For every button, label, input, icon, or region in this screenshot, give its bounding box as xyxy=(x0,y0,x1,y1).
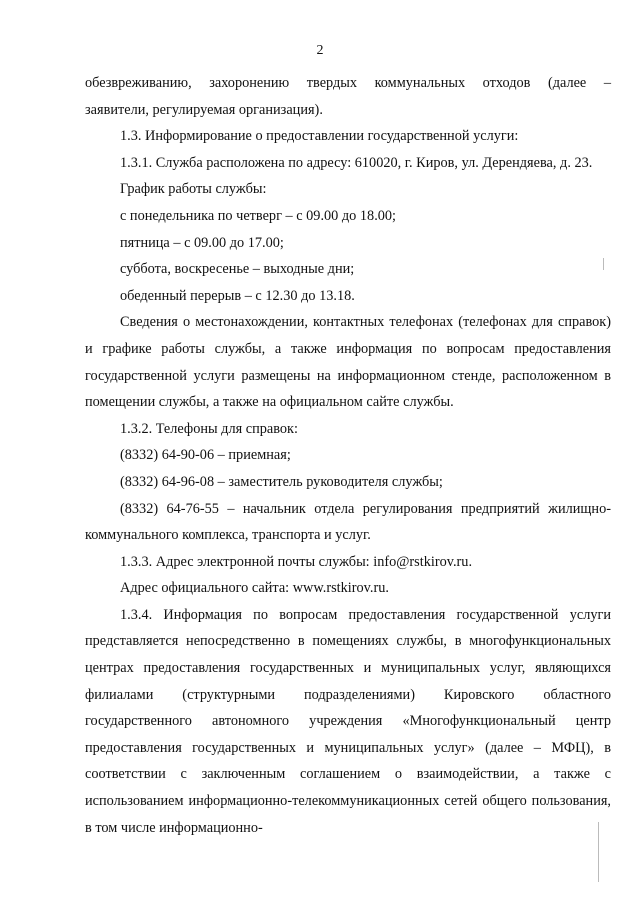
paragraph: (8332) 64-96-08 – заместитель руководителя службы; xyxy=(120,473,443,490)
paragraph: суббота, воскресенье – выходные дни; xyxy=(120,261,355,278)
scan-artifact xyxy=(603,258,604,270)
paragraph: обезвреживанию, захоронению твердых коммунальных отходов (далее – xyxy=(85,75,611,91)
paragraph: пятница – с 09.00 до 17.00; xyxy=(120,234,284,251)
paragraph: Сведения о местонахождении, контактных телефонах (телефонах для справок) и графике работы службы, а также информация по вопросам предоставления государственной услуги размещены на информационном стенде, расположенном в помещении службы, а также на официальном сайте службы. xyxy=(85,314,611,411)
paragraph: Адрес официального сайта: www.rstkirov.ru. xyxy=(120,580,389,597)
paragraph: График работы службы: xyxy=(120,181,267,198)
paragraph: 1.3.2. Телефоны для справок: xyxy=(120,420,298,437)
paragraph: (8332) 64-76-55 – начальник отдела регулирования предприятий жилищно-коммунального комплекса, транспорта и услуг. xyxy=(85,500,611,544)
paragraph: (8332) 64-90-06 – приемная; xyxy=(120,447,291,464)
paragraph: 1.3.3. Адрес электронной почты службы: info@rstkirov.ru. xyxy=(120,553,473,570)
scan-artifact xyxy=(598,822,599,882)
paragraph: обеденный перерыв – с 12.30 до 13.18. xyxy=(120,287,355,304)
paragraph: заявители, регулируемая организация). xyxy=(85,101,323,118)
page-number: 2 xyxy=(316,43,324,58)
paragraph: 1.3. Информирование о предоставлении государственной услуги: xyxy=(120,128,519,145)
document-body xyxy=(85,70,611,841)
paragraph: 1.3.4. Информация по вопросам предоставления государственной услуги представляется непосредственно в помещениях службы, в многофункциональных центрах предоставления государственных и муниципальных услуг, являющихся филиалами (структурными подразделениями) Кировского областного государственного автономного учреждения «Многофункциональный центр предоставления государственных и муниципальных услуг» (далее – МФЦ), в соответствии с заключенным соглашением о взаимодействии, а также с использованием информационно-телекоммуникационных сетей общего пользования, в том числе информационно- xyxy=(85,606,611,836)
paragraph: с понедельника по четверг – с 09.00 до 18.00; xyxy=(120,207,397,224)
paragraph: 1.3.1. Служба расположена по адресу: 610020, г. Киров, ул. Дерендяева, д. 23. xyxy=(120,154,593,171)
